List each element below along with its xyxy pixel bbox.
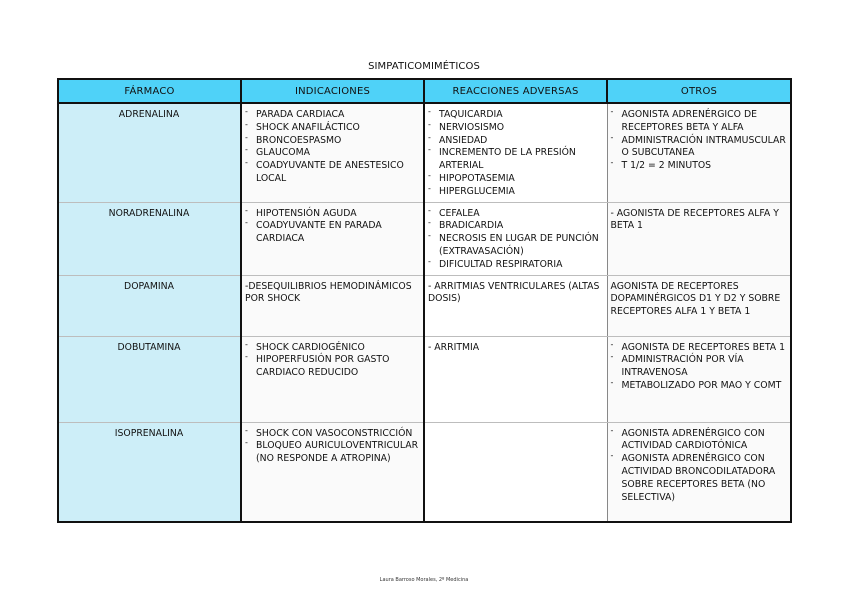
list-item: - AGONISTA ADRENÉRGICO CON ACTIVIDAD CARDIOTÓNICA	[611, 428, 787, 454]
list-item: - COADYUVANTE DE ANESTESICO LOCAL	[245, 160, 419, 186]
table-row	[58, 275, 791, 336]
list-item: - BRONCOESPASMO	[245, 135, 419, 148]
adverse-cell	[424, 103, 607, 202]
indications-cell	[241, 202, 424, 275]
others-cell	[607, 422, 791, 522]
list-item: - NERVIOSISMO	[428, 122, 603, 135]
list-item: - METABOLIZADO POR MAO Y COMT	[611, 380, 787, 393]
adverse-cell	[424, 202, 607, 275]
indications-cell	[241, 422, 424, 522]
drug-name: NORADRENALINA	[58, 202, 241, 275]
list-item: - PARADA CARDIACA	[245, 109, 419, 122]
list-item: - ANSIEDAD	[428, 135, 603, 148]
drug-name: ADRENALINA	[58, 103, 241, 202]
table-row	[58, 336, 791, 422]
list-item: - BLOQUEO AURICULOVENTRICULAR (NO RESPONDE A ATROPINA)	[245, 440, 419, 466]
list-item: - SHOCK CARDIOGÉNICO	[245, 342, 419, 355]
others-cell: - AGONISTA DE RECEPTORES ALFA Y BETA 1	[607, 202, 791, 275]
list-item: - ADMINISTRACIÓN POR VÍA INTRAVENOSA	[611, 354, 787, 380]
header-farmaco: FÁRMACO	[58, 79, 241, 103]
table-row	[58, 103, 791, 202]
header-reacciones-adversas: REACCIONES ADVERSAS	[424, 79, 607, 103]
page-title: SIMPATICOMIMÉTICOS	[368, 61, 480, 72]
list-item: - AGONISTA ADRENÉRGICO CON ACTIVIDAD BRONCODILATADORA SOBRE RECEPTORES BETA (NO SELECTIVA)	[611, 453, 787, 504]
adverse-cell: - ARRITMIAS VENTRICULARES (ALTAS DOSIS)	[424, 275, 607, 336]
list-item: - COADYUVANTE EN PARADA CARDIACA	[245, 220, 419, 246]
others-cell	[607, 103, 791, 202]
drug-name: ISOPRENALINA	[58, 422, 241, 522]
list-item: - T 1/2 = 2 MINUTOS	[611, 160, 787, 173]
list-item: - GLAUCOMA	[245, 147, 419, 160]
list-item: - HIPOTENSIÓN AGUDA	[245, 208, 419, 221]
list-item: - ADMINISTRACIÓN INTRAMUSCULAR O SUBCUTANEA	[611, 135, 787, 161]
adverse-cell: - ARRITMIA	[424, 336, 607, 422]
table-row	[58, 422, 791, 522]
list-item: - AGONISTA ADRENÉRGICO DE RECEPTORES BETA Y ALFA	[611, 109, 787, 135]
list-item: - SHOCK CON VASOCONSTRICCIÓN	[245, 428, 419, 441]
table-row	[58, 202, 791, 275]
list-item: - HIPERGLUCEMIA	[428, 186, 603, 199]
drug-table	[57, 78, 792, 523]
list-item: - DIFICULTAD RESPIRATORIA	[428, 259, 603, 272]
list-item: - CEFALEA	[428, 208, 603, 221]
list-item: - HIPOPOTASEMIA	[428, 173, 603, 186]
drug-name: DOBUTAMINA	[58, 336, 241, 422]
list-item: - TAQUICARDIA	[428, 109, 603, 122]
list-item: - AGONISTA DE RECEPTORES BETA 1	[611, 342, 787, 355]
footer-author: Laura Barroso Morales, 2º Medicina	[379, 577, 469, 583]
indications-cell: -DESEQUILIBRIOS HEMODINÁMICOS POR SHOCK	[241, 275, 424, 336]
list-item: - HIPOPERFUSIÓN POR GASTO CARDIACO REDUCIDO	[245, 354, 419, 380]
list-item: - NECROSIS EN LUGAR DE PUNCIÓN (EXTRAVASACIÓN)	[428, 233, 603, 259]
others-cell: AGONISTA DE RECEPTORES DOPAMINÉRGICOS D1 Y D2 Y SOBRE RECEPTORES ALFA 1 Y BETA 1	[607, 275, 791, 336]
indications-cell	[241, 103, 424, 202]
adverse-cell	[424, 422, 607, 522]
table-header-row	[58, 79, 791, 103]
header-otros: OTROS	[607, 79, 791, 103]
indications-cell	[241, 336, 424, 422]
header-indicaciones: INDICACIONES	[241, 79, 424, 103]
list-item: - SHOCK ANAFILÁCTICO	[245, 122, 419, 135]
drug-name: DOPAMINA	[58, 275, 241, 336]
others-cell	[607, 336, 791, 422]
list-item: - INCREMENTO DE LA PRESIÓN ARTERIAL	[428, 147, 603, 173]
list-item: - BRADICARDIA	[428, 220, 603, 233]
